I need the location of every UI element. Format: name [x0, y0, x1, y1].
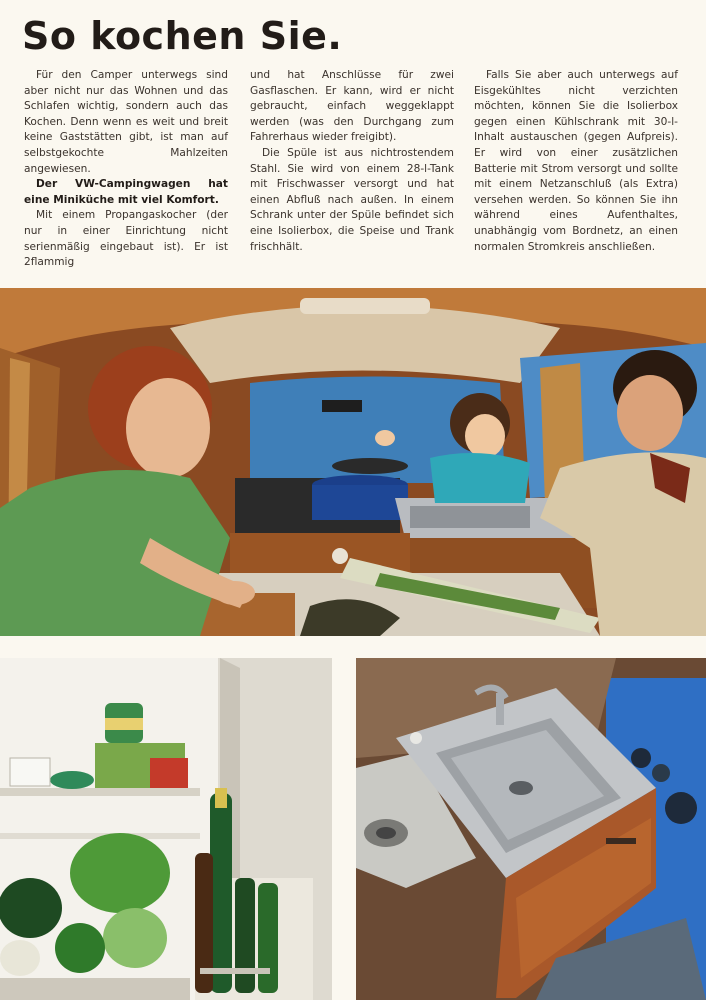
- text-column-1: [24, 68, 228, 271]
- text-column-3: [474, 68, 678, 255]
- text-column-2: [250, 68, 454, 255]
- paragraph: Falls Sie aber auch unterwegs auf Eisgekühltes nicht verzichten möchten, können Sie die Isolierbox gegen einen Kühlschrank mit 30-l-Inhalt austauschen (gegen Aufpreis). Er wird von einer zusätzlichen Batterie mit Strom versorgt und sollte mit einem Netzanschluß (als Extra) versehen werden. So können Sie ihn während eines Aufenthaltes, unabhängig vom Bordnetz, an einen normalen Stromkreis anschließen.: [474, 69, 678, 253]
- paragraph: Für den Camper unterwegs sind aber nicht nur das Wohnen und das Schlafen wichtig, sondern auch das Kochen. Denn wenn es weit und breit keine Gaststätten gibt, ist man auf selbstgekochte Mahlzeiten angewiesen.: [24, 69, 228, 175]
- paragraph: und hat Anschlüsse für zwei Gasflaschen. Er kann, wird er nicht gebraucht, einfach weggeklappt werden (was den Durchgang zum Fahrerhaus wieder freigibt).: [250, 69, 454, 144]
- photo-stainless-sink: [356, 658, 706, 1000]
- photo-camper-kitchen-family: [0, 288, 706, 636]
- paragraph: Die Spüle ist aus nichtrostendem Stahl. Sie wird von einem 28-l-Tank mit Frischwasser versorgt und hat einen Abfluß nach außen. In einem Schrank unter der Spüle befindet sich eine Isolierbox, die Speise und Trank frischhält.: [250, 146, 454, 253]
- page-title: So kochen Sie.: [22, 14, 343, 58]
- paragraph-bold-lead: Der VW-Campingwagen hat eine Miniküche mit viel Komfort.: [24, 178, 228, 206]
- paragraph: Mit einem Propangaskocher (der nur in einer Einrichtung nicht serienmäßig eingebaut ist). Er ist 2flammig: [24, 209, 228, 269]
- photo-refrigerator-interior: [0, 658, 332, 1000]
